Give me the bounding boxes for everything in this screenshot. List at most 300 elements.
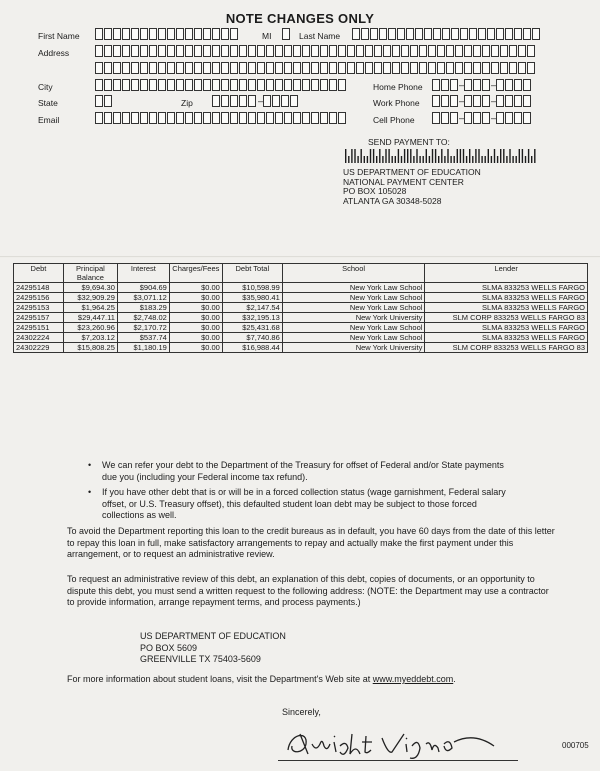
barcode-bar	[469, 149, 470, 163]
char-box[interactable]	[432, 112, 440, 124]
char-box[interactable]	[230, 95, 238, 107]
char-box[interactable]	[257, 62, 265, 74]
char-box[interactable]	[167, 62, 175, 74]
char-box[interactable]	[460, 28, 468, 40]
char-box[interactable]	[496, 79, 504, 91]
barcode-bar	[503, 149, 504, 163]
char-box[interactable]	[388, 28, 396, 40]
char-box[interactable]	[338, 62, 346, 74]
char-box[interactable]	[356, 45, 364, 57]
char-box[interactable]	[482, 62, 490, 74]
default-notice-paragraph: To avoid the Department reporting this loan to the credit bureaus as in default, you have 60 days from the date of this letter to repay this loan in full, make satisfactory arrangements to repay and actually make the first payment under this arrangement, or to request an administrative review.	[67, 526, 555, 559]
char-box[interactable]	[464, 79, 472, 91]
char-box[interactable]	[212, 95, 220, 107]
char-box[interactable]	[302, 79, 310, 91]
char-box[interactable]	[374, 62, 382, 74]
cell-phone-line-field[interactable]	[496, 112, 532, 124]
char-box[interactable]	[478, 28, 486, 40]
char-box[interactable]	[266, 45, 274, 57]
home-phone-label: Home Phone	[373, 82, 423, 92]
signature	[278, 720, 518, 760]
char-box[interactable]	[320, 79, 328, 91]
char-box[interactable]	[257, 45, 265, 57]
char-box[interactable]	[302, 45, 310, 57]
char-box[interactable]	[104, 62, 112, 74]
first-name-label: First Name	[38, 31, 80, 41]
char-box[interactable]	[473, 62, 481, 74]
char-box[interactable]	[532, 28, 540, 40]
char-box[interactable]	[212, 112, 220, 124]
table-cell: New York Law School	[282, 293, 425, 303]
char-box[interactable]	[293, 45, 301, 57]
char-box[interactable]	[284, 112, 292, 124]
char-box[interactable]	[365, 45, 373, 57]
state-field[interactable]	[95, 95, 113, 107]
char-box[interactable]	[482, 112, 490, 124]
char-box[interactable]	[450, 79, 458, 91]
char-box[interactable]	[514, 95, 522, 107]
table-cell: $32,195.13	[222, 313, 282, 323]
char-box[interactable]	[293, 79, 301, 91]
char-box[interactable]	[352, 28, 360, 40]
review-address	[140, 631, 390, 666]
char-box[interactable]	[95, 28, 103, 40]
char-box[interactable]	[410, 62, 418, 74]
char-box[interactable]	[284, 79, 292, 91]
char-box[interactable]	[95, 79, 103, 91]
char-box[interactable]	[290, 95, 298, 107]
char-box[interactable]	[158, 62, 166, 74]
char-box[interactable]	[239, 45, 247, 57]
address-line-1-field[interactable]	[95, 45, 536, 57]
column-header-interest: Interest	[117, 264, 169, 283]
char-box[interactable]	[248, 79, 256, 91]
char-box[interactable]	[523, 28, 531, 40]
char-box[interactable]	[104, 79, 112, 91]
char-box[interactable]	[248, 45, 256, 57]
barcode-bar	[491, 156, 492, 163]
char-box[interactable]	[527, 45, 535, 57]
cell-phone-dash-2: –	[491, 113, 497, 123]
char-box[interactable]	[329, 62, 337, 74]
char-box[interactable]	[424, 28, 432, 40]
char-box[interactable]	[284, 45, 292, 57]
char-box[interactable]	[311, 62, 319, 74]
char-box[interactable]	[167, 79, 175, 91]
home-phone-area-field[interactable]	[432, 79, 459, 91]
table-cell: 24295157	[14, 313, 64, 323]
char-box[interactable]	[149, 45, 157, 57]
char-box[interactable]	[221, 45, 229, 57]
barcode-bar	[435, 149, 436, 163]
char-box[interactable]	[338, 112, 346, 124]
char-box[interactable]	[329, 45, 337, 57]
table-row	[14, 303, 588, 313]
char-box[interactable]	[320, 62, 328, 74]
table-cell: New York Law School	[282, 333, 425, 343]
char-box[interactable]	[509, 45, 517, 57]
zip-plus4-field[interactable]	[263, 95, 299, 107]
char-box[interactable]	[185, 79, 193, 91]
char-box[interactable]	[104, 112, 112, 124]
last-name-field[interactable]	[352, 28, 541, 40]
barcode-bar	[370, 149, 371, 163]
char-box[interactable]	[455, 45, 463, 57]
char-box[interactable]	[482, 79, 490, 91]
website-link[interactable]: www.myeddebt.com	[372, 674, 454, 684]
char-box[interactable]	[428, 62, 436, 74]
char-box[interactable]	[370, 28, 378, 40]
char-box[interactable]	[104, 28, 112, 40]
mi-field[interactable]	[282, 28, 291, 40]
char-box[interactable]	[122, 45, 130, 57]
barcode-bar	[481, 156, 482, 163]
char-box[interactable]	[113, 79, 121, 91]
char-box[interactable]	[329, 112, 337, 124]
char-box[interactable]	[167, 45, 175, 57]
table-cell: $25,431.68	[222, 323, 282, 333]
char-box[interactable]	[441, 112, 449, 124]
table-cell: $0.00	[169, 333, 222, 343]
char-box[interactable]	[203, 45, 211, 57]
barcode-bar	[423, 156, 424, 163]
char-box[interactable]	[356, 62, 364, 74]
table-cell: 24295156	[14, 293, 64, 303]
char-box[interactable]	[406, 28, 414, 40]
signature-line	[278, 760, 518, 761]
barcode-bar	[485, 156, 486, 163]
char-box[interactable]	[473, 95, 481, 107]
char-box[interactable]	[185, 112, 193, 124]
table-cell: SLMA 833253 WELLS FARGO	[425, 303, 588, 313]
char-box[interactable]	[149, 62, 157, 74]
char-box[interactable]	[95, 45, 103, 57]
char-box[interactable]	[361, 28, 369, 40]
char-box[interactable]	[140, 62, 148, 74]
char-box[interactable]	[149, 28, 157, 40]
char-box[interactable]	[437, 62, 445, 74]
char-box[interactable]	[496, 95, 504, 107]
char-box[interactable]	[410, 45, 418, 57]
char-box[interactable]	[320, 45, 328, 57]
char-box[interactable]	[149, 79, 157, 91]
char-box[interactable]	[221, 95, 229, 107]
review-address-line: PO BOX 5609	[140, 642, 198, 653]
char-box[interactable]	[464, 62, 472, 74]
char-box[interactable]	[464, 45, 472, 57]
char-box[interactable]	[505, 28, 513, 40]
char-box[interactable]	[275, 62, 283, 74]
char-box[interactable]	[131, 45, 139, 57]
char-box[interactable]	[248, 112, 256, 124]
char-box[interactable]	[248, 62, 256, 74]
first-name-field[interactable]	[95, 28, 239, 40]
char-box[interactable]	[122, 112, 130, 124]
char-box[interactable]	[514, 28, 522, 40]
char-box[interactable]	[419, 45, 427, 57]
char-box[interactable]	[401, 45, 409, 57]
char-box[interactable]	[441, 95, 449, 107]
char-box[interactable]	[113, 45, 121, 57]
char-box[interactable]	[122, 28, 130, 40]
char-box[interactable]	[176, 45, 184, 57]
char-box[interactable]	[311, 45, 319, 57]
char-box[interactable]	[203, 62, 211, 74]
table-cell: SLM CORP 833253 WELLS FARGO 83	[425, 313, 588, 323]
char-box[interactable]	[275, 79, 283, 91]
char-box[interactable]	[419, 62, 427, 74]
char-box[interactable]	[482, 45, 490, 57]
char-box[interactable]	[131, 112, 139, 124]
char-box[interactable]	[131, 62, 139, 74]
char-box[interactable]	[257, 79, 265, 91]
table-cell: $2,748.02	[117, 313, 169, 323]
char-box[interactable]	[415, 28, 423, 40]
char-box[interactable]	[248, 95, 256, 107]
table-cell: $23,260.96	[63, 323, 117, 333]
barcode-bar	[357, 156, 358, 163]
char-box[interactable]	[203, 112, 211, 124]
char-box[interactable]	[203, 28, 211, 40]
table-cell: 24295153	[14, 303, 64, 313]
char-box[interactable]	[523, 112, 531, 124]
char-box[interactable]	[397, 28, 405, 40]
char-box[interactable]	[487, 28, 495, 40]
char-box[interactable]	[523, 79, 531, 91]
char-box[interactable]	[212, 62, 220, 74]
char-box[interactable]	[266, 112, 274, 124]
char-box[interactable]	[113, 62, 121, 74]
char-box[interactable]	[293, 112, 301, 124]
char-box[interactable]	[221, 62, 229, 74]
char-box[interactable]	[383, 62, 391, 74]
char-box[interactable]	[514, 112, 522, 124]
table-cell: $537.74	[117, 333, 169, 343]
char-box[interactable]	[122, 62, 130, 74]
char-box[interactable]	[311, 112, 319, 124]
char-box[interactable]	[158, 45, 166, 57]
char-box[interactable]	[473, 45, 481, 57]
char-box[interactable]	[441, 79, 449, 91]
char-box[interactable]	[185, 62, 193, 74]
char-box[interactable]	[464, 112, 472, 124]
char-box[interactable]	[450, 112, 458, 124]
char-box[interactable]	[167, 28, 175, 40]
char-box[interactable]	[491, 45, 499, 57]
char-box[interactable]	[311, 79, 319, 91]
char-box[interactable]	[176, 28, 184, 40]
table-cell: New York University	[282, 313, 425, 323]
char-box[interactable]	[95, 112, 103, 124]
char-box[interactable]	[455, 62, 463, 74]
char-box[interactable]	[302, 112, 310, 124]
char-box[interactable]	[95, 62, 103, 74]
char-box[interactable]	[302, 62, 310, 74]
char-box[interactable]	[496, 28, 504, 40]
char-box[interactable]	[176, 79, 184, 91]
table-cell: $2,170.72	[117, 323, 169, 333]
char-box[interactable]	[469, 28, 477, 40]
char-box[interactable]	[432, 95, 440, 107]
char-box[interactable]	[113, 28, 121, 40]
char-box[interactable]	[500, 45, 508, 57]
char-box[interactable]	[518, 45, 526, 57]
home-phone-prefix-field[interactable]	[464, 79, 491, 91]
char-box[interactable]	[446, 62, 454, 74]
char-box[interactable]	[149, 112, 157, 124]
char-box[interactable]	[221, 28, 229, 40]
barcode-bar	[416, 149, 417, 163]
char-box[interactable]	[194, 28, 202, 40]
char-box[interactable]	[230, 28, 238, 40]
zip-field[interactable]	[212, 95, 257, 107]
table-row	[14, 283, 588, 293]
char-box[interactable]	[239, 112, 247, 124]
char-box[interactable]	[185, 28, 193, 40]
address-line-2-field[interactable]	[95, 62, 536, 74]
char-box[interactable]	[212, 79, 220, 91]
char-box[interactable]	[104, 45, 112, 57]
cell-phone-area-field[interactable]	[432, 112, 459, 124]
city-field[interactable]	[95, 79, 347, 91]
char-box[interactable]	[212, 28, 220, 40]
char-box[interactable]	[514, 79, 522, 91]
column-header-debt: Debt	[14, 264, 64, 283]
char-box[interactable]	[505, 95, 513, 107]
cell-phone-prefix-field[interactable]	[464, 112, 491, 124]
char-box[interactable]	[239, 79, 247, 91]
char-box[interactable]	[338, 79, 346, 91]
char-box[interactable]	[257, 112, 265, 124]
char-box[interactable]	[266, 62, 274, 74]
char-box[interactable]	[482, 95, 490, 107]
char-box[interactable]	[122, 79, 130, 91]
table-cell: 24295151	[14, 323, 64, 333]
char-box[interactable]	[428, 45, 436, 57]
char-box[interactable]	[432, 79, 440, 91]
barcode-bar	[478, 149, 479, 163]
char-box[interactable]	[230, 79, 238, 91]
column-header-lender: Lender	[425, 264, 588, 283]
city-label: City	[38, 82, 53, 92]
char-box[interactable]	[442, 28, 450, 40]
char-box[interactable]	[433, 28, 441, 40]
char-box[interactable]	[263, 95, 271, 107]
char-box[interactable]	[282, 28, 290, 40]
char-box[interactable]	[505, 112, 513, 124]
char-box[interactable]	[230, 45, 238, 57]
char-box[interactable]	[401, 62, 409, 74]
char-box[interactable]	[230, 112, 238, 124]
form-title: NOTE CHANGES ONLY	[225, 11, 375, 26]
char-box[interactable]	[212, 45, 220, 57]
home-phone-line-field[interactable]	[496, 79, 532, 91]
char-box[interactable]	[347, 62, 355, 74]
char-box[interactable]	[446, 45, 454, 57]
char-box[interactable]	[275, 112, 283, 124]
char-box[interactable]	[176, 62, 184, 74]
char-box[interactable]	[392, 62, 400, 74]
char-box[interactable]	[379, 28, 387, 40]
char-box[interactable]	[194, 45, 202, 57]
char-box[interactable]	[203, 79, 211, 91]
char-box[interactable]	[131, 28, 139, 40]
table-cell: New York University	[282, 343, 425, 353]
char-box[interactable]	[113, 112, 121, 124]
char-box[interactable]	[473, 79, 481, 91]
char-box[interactable]	[281, 95, 289, 107]
char-box[interactable]	[451, 28, 459, 40]
char-box[interactable]	[293, 62, 301, 74]
work-phone-area-field[interactable]	[432, 95, 459, 107]
char-box[interactable]	[338, 45, 346, 57]
char-box[interactable]	[505, 79, 513, 91]
table-cell: New York Law School	[282, 323, 425, 333]
char-box[interactable]	[140, 79, 148, 91]
char-box[interactable]	[275, 45, 283, 57]
char-box[interactable]	[194, 62, 202, 74]
work-phone-prefix-field[interactable]	[464, 95, 491, 107]
char-box[interactable]	[527, 62, 535, 74]
char-box[interactable]	[272, 95, 280, 107]
char-box[interactable]	[221, 79, 229, 91]
char-box[interactable]	[194, 112, 202, 124]
table-cell: SLMA 833253 WELLS FARGO	[425, 323, 588, 333]
char-box[interactable]	[158, 28, 166, 40]
char-box[interactable]	[140, 28, 148, 40]
char-box[interactable]	[437, 45, 445, 57]
char-box[interactable]	[365, 62, 373, 74]
char-box[interactable]	[158, 79, 166, 91]
char-box[interactable]	[464, 95, 472, 107]
char-box[interactable]	[473, 112, 481, 124]
char-box[interactable]	[491, 62, 499, 74]
char-box[interactable]	[221, 112, 229, 124]
char-box[interactable]	[185, 45, 193, 57]
char-box[interactable]	[104, 95, 112, 107]
char-box[interactable]	[158, 112, 166, 124]
char-box[interactable]	[239, 62, 247, 74]
char-box[interactable]	[176, 112, 184, 124]
char-box[interactable]	[329, 79, 337, 91]
char-box[interactable]	[266, 79, 274, 91]
table-cell: SLMA 833253 WELLS FARGO	[425, 283, 588, 293]
char-box[interactable]	[509, 62, 517, 74]
char-box[interactable]	[239, 95, 247, 107]
barcode-bar	[441, 149, 442, 163]
char-box[interactable]	[194, 79, 202, 91]
char-box[interactable]	[230, 62, 238, 74]
char-box[interactable]	[496, 112, 504, 124]
char-box[interactable]	[383, 45, 391, 57]
work-phone-line-field[interactable]	[496, 95, 532, 107]
email-field[interactable]	[95, 112, 347, 124]
char-box[interactable]	[167, 112, 175, 124]
char-box[interactable]	[95, 95, 103, 107]
char-box[interactable]	[392, 45, 400, 57]
char-box[interactable]	[374, 45, 382, 57]
char-box[interactable]	[140, 112, 148, 124]
char-box[interactable]	[131, 79, 139, 91]
char-box[interactable]	[140, 45, 148, 57]
char-box[interactable]	[284, 62, 292, 74]
char-box[interactable]	[450, 95, 458, 107]
char-box[interactable]	[347, 45, 355, 57]
char-box[interactable]	[500, 62, 508, 74]
char-box[interactable]	[320, 112, 328, 124]
char-box[interactable]	[523, 95, 531, 107]
char-box[interactable]	[518, 62, 526, 74]
